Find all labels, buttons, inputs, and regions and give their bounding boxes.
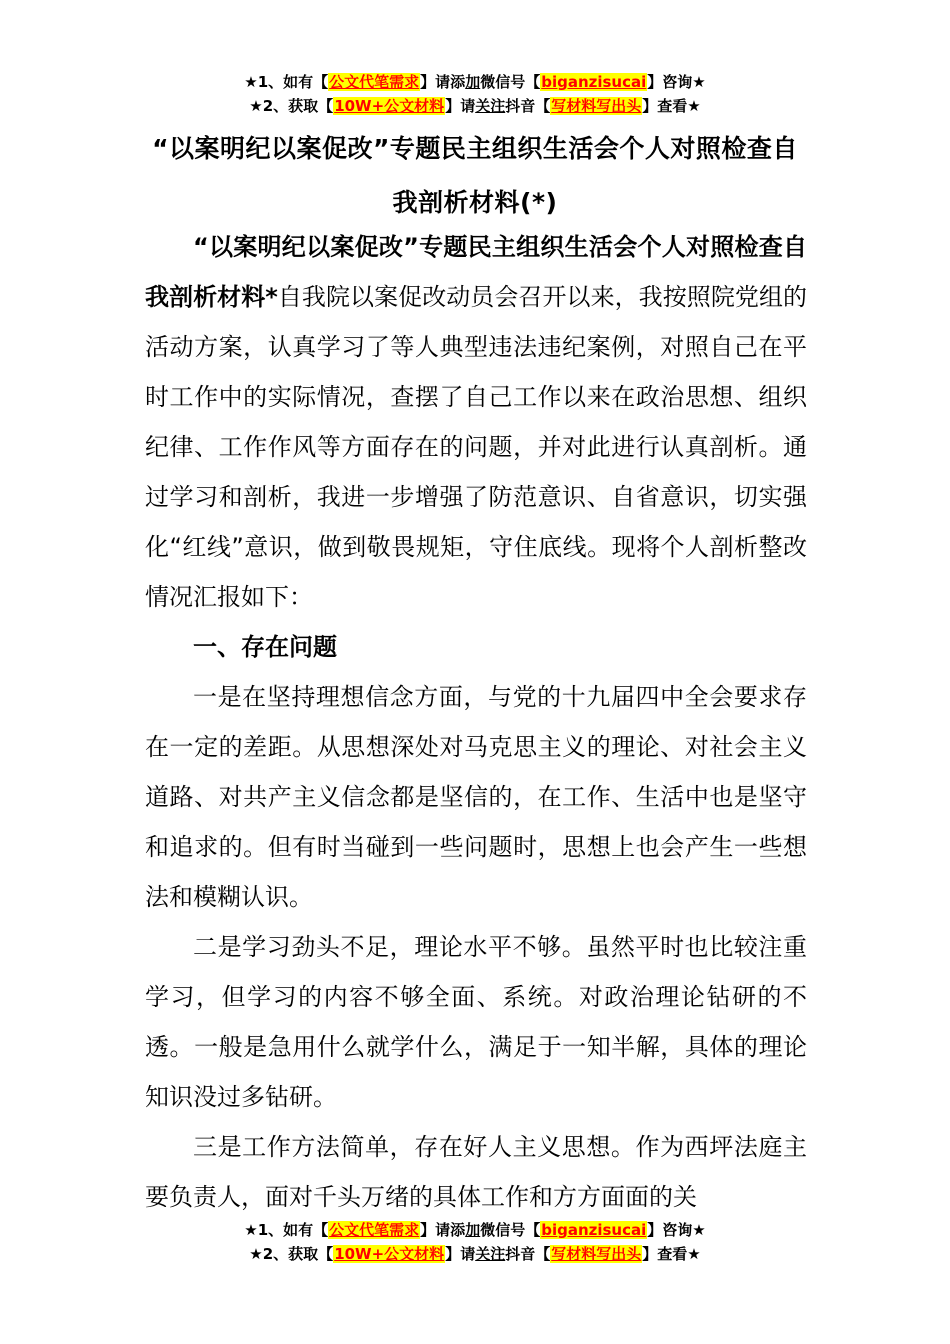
section-heading: 一、存在问题 <box>193 633 337 661</box>
promo-line-2: ★2、获取【10W+公文材料】请关注抖音【写材料写出头】查看★ <box>249 97 701 115</box>
promo-line-1: ★1、如有【公文代笔需求】请添加微信号【biganzisucai】咨询★ <box>244 73 706 91</box>
highlight-materials: 10W+公文材料 <box>334 1245 445 1263</box>
document-body <box>145 222 807 1222</box>
promo-banner-bottom <box>0 1218 950 1266</box>
paragraph-1: 一是在坚持理想信念方面，与党的十九届四中全会要求存在一定的差距。从思想深处对马克思主义的理论、对社会主义道路、对共产主义信念都是坚信的，在工作、生活中也是坚守和追求的。但有时当碰到一些问题时，思想上也会产生一些想法和模糊认识。 <box>145 683 807 911</box>
highlight-materials: 10W+公文材料 <box>334 97 445 115</box>
highlight-wechat-id: biganzisucai <box>541 1221 647 1239</box>
highlight-service: 公文代笔需求 <box>329 1221 420 1239</box>
promo-banner-top <box>0 70 950 118</box>
paragraph-3: 三是工作方法简单，存在好人主义思想。作为西坪法庭主要负责人，面对千头万绪的具体工作和方方面面的关 <box>145 1133 807 1211</box>
intro-paragraph: “以案明纪以案促改”专题民主组织生活会个人对照检查自我剖析材料*自我院以案促改动员会召开以来，我按照院党组的活动方案，认真学习了等人典型违法违纪案例，对照自己在平时工作中的实际情况，查摆了自己工作以来在政治思想、组织纪律、工作作风等方面存在的问题，并对此进行认真剖析。通过学习和剖析，我进一步增强了防范意识、自省意识，切实强化“红线”意识，做到敬畏规矩，守住底线。现将个人剖析整改情况汇报如下： <box>145 233 807 611</box>
highlight-douyin: 写材料写出头 <box>551 1245 642 1263</box>
highlight-wechat-id: biganzisucai <box>541 73 647 91</box>
promo-line-2: ★2、获取【10W+公文材料】请关注抖音【写材料写出头】查看★ <box>249 1245 701 1263</box>
highlight-douyin: 写材料写出头 <box>551 97 642 115</box>
promo-line-1: ★1、如有【公文代笔需求】请添加微信号【biganzisucai】咨询★ <box>244 1221 706 1239</box>
paragraph-2: 二是学习劲头不足，理论水平不够。虽然平时也比较注重学习，但学习的内容不够全面、系统。对政治理论钻研的不透。一般是急用什么就学什么，满足于一知半解，具体的理论知识没过多钻研。 <box>145 933 807 1111</box>
highlight-service: 公文代笔需求 <box>329 73 420 91</box>
intro-heading: “以案明纪以案促改”专题民主组织生活会个人对照检查自我剖析材料* <box>145 233 807 311</box>
document-title: “以案明纪以案促改”专题民主组织生活会个人对照检查自我剖析材料(*) <box>152 134 798 217</box>
